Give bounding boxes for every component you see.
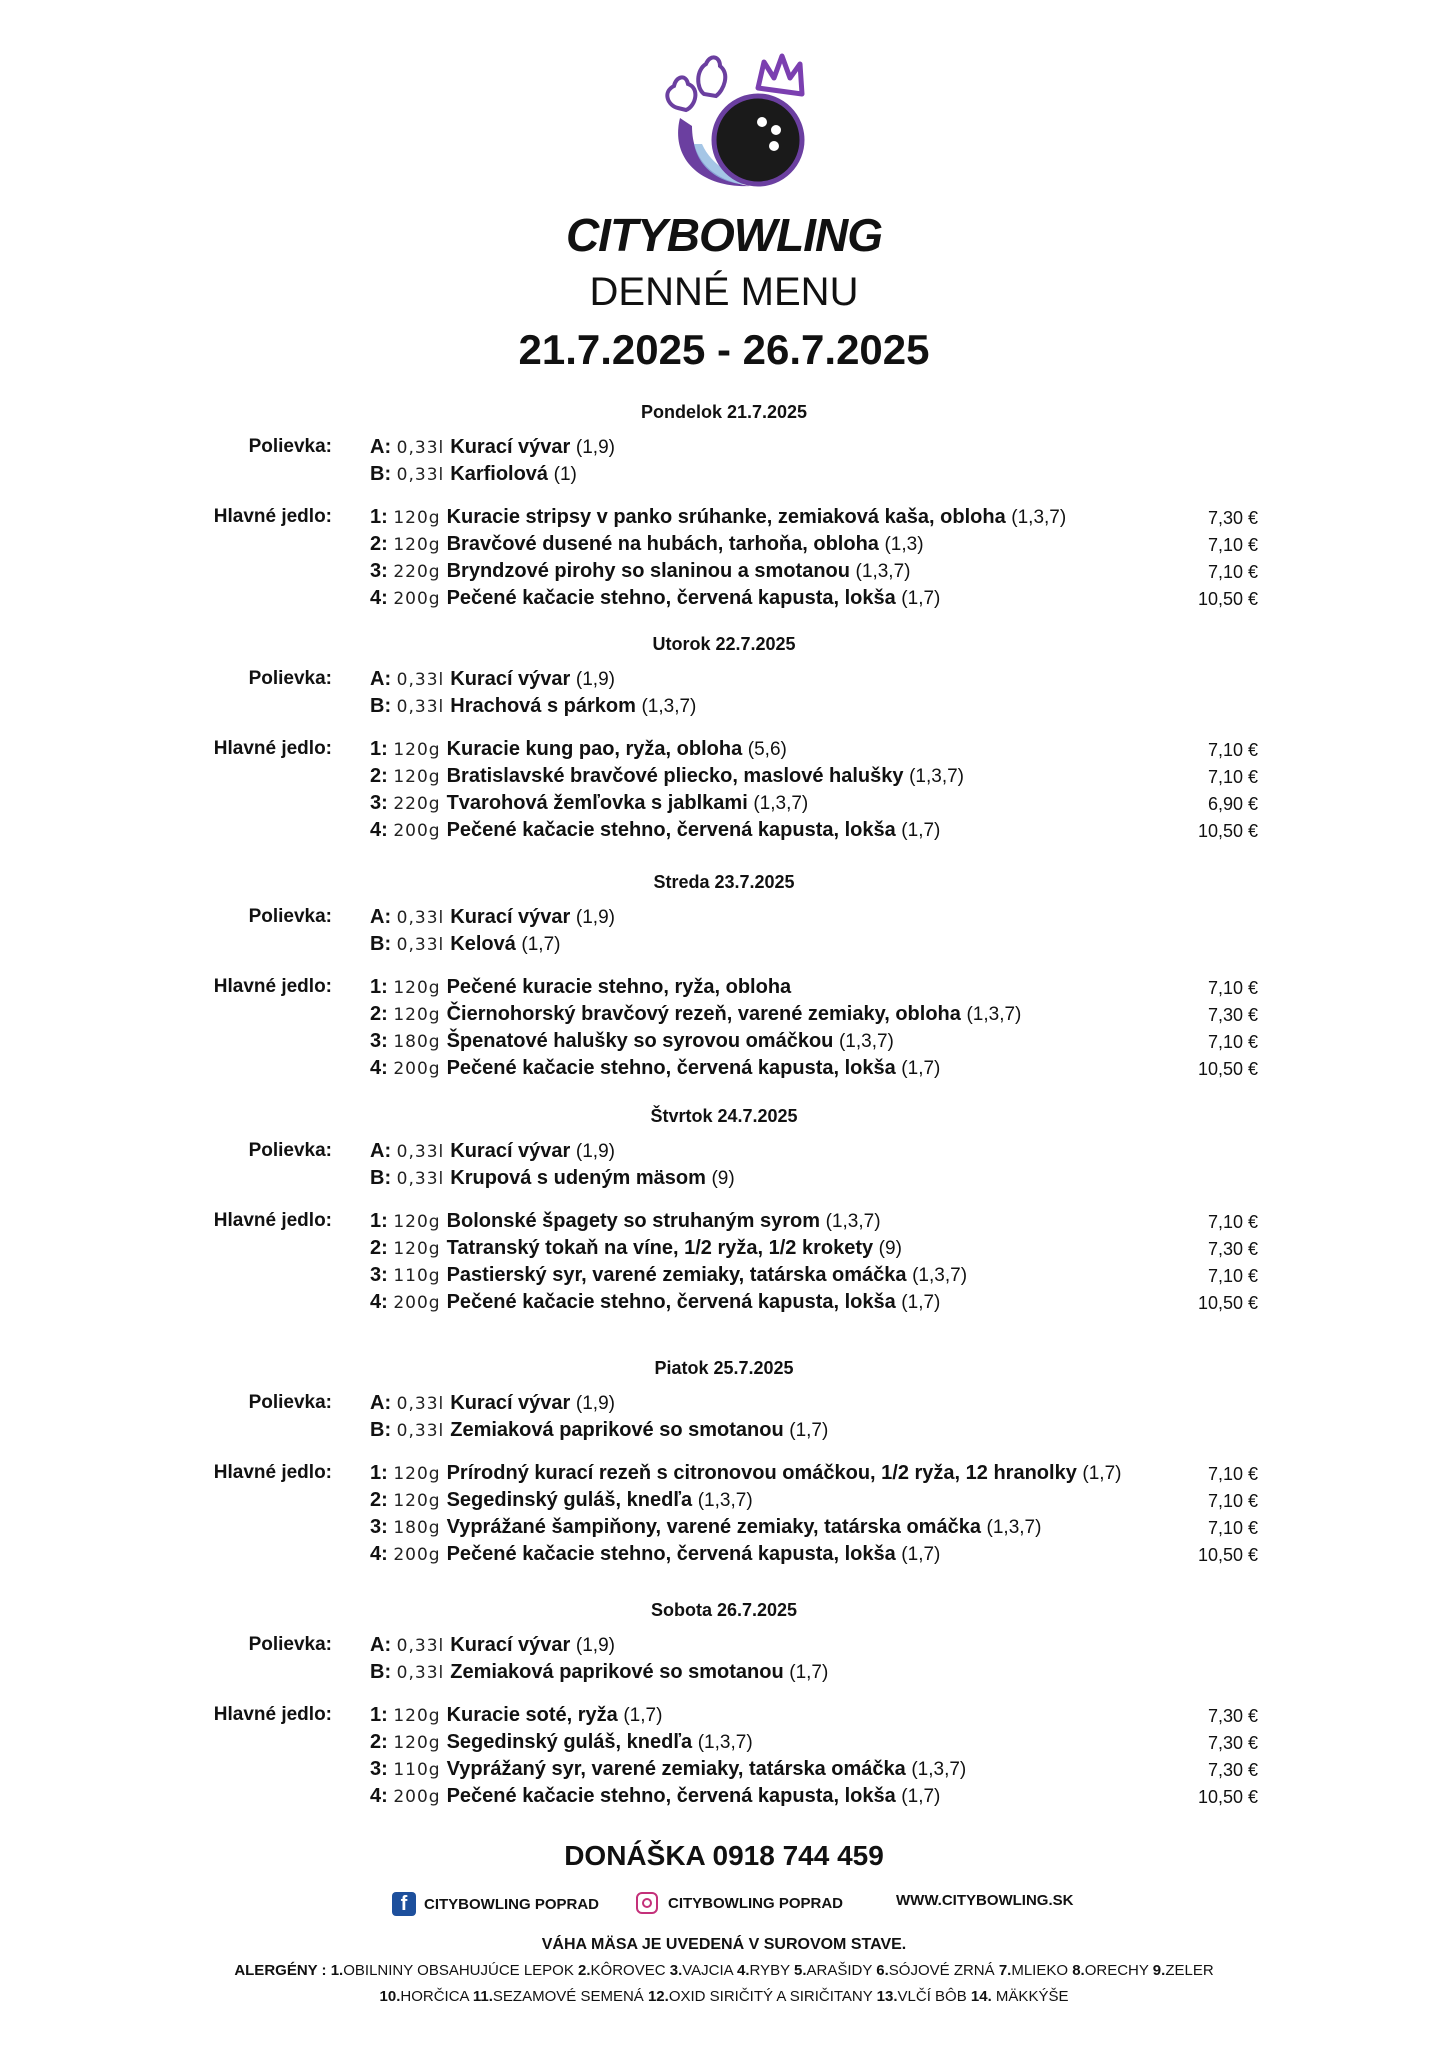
item-price: 10,50 € <box>1197 589 1258 609</box>
allergen-name: OBILNINY OBSAHUJÚCE LEPOK <box>343 1962 574 1979</box>
item-allergens: (1,7) <box>901 1292 941 1313</box>
item-code: 4: <box>370 819 394 841</box>
allergen-name: VAJCIA <box>682 1962 733 1979</box>
soup-row <box>370 1392 1270 1418</box>
soup-row <box>370 695 1270 721</box>
main-row <box>370 1030 1270 1056</box>
allergens-prefix: ALERGÉNY : <box>234 1962 327 1979</box>
item-allergens: (1,3,7) <box>825 1211 881 1232</box>
item-allergens: (1,3,7) <box>697 1490 753 1511</box>
item-quantity: 120g <box>393 1733 441 1753</box>
item-allergens: (1,3,7) <box>909 766 965 787</box>
item-quantity: 120g <box>393 535 441 555</box>
item-price: 10,50 € <box>1197 1545 1258 1565</box>
item-name: Kurací vývar <box>450 436 571 458</box>
item-quantity: 200g <box>393 1293 441 1313</box>
soup-row <box>370 463 1270 489</box>
item-code: 2: <box>370 1237 394 1259</box>
item-code: 3: <box>370 560 394 582</box>
main-label: Hlavné jedlo: <box>213 1210 332 1231</box>
item-name: Kuracie soté, ryža <box>446 1704 618 1726</box>
item-allergens: (1,3,7) <box>911 1759 967 1780</box>
main-row <box>370 560 1270 586</box>
item-quantity: 120g <box>393 508 441 528</box>
item-quantity: 0,33l <box>396 1142 445 1162</box>
item-allergens: (1,7) <box>623 1705 663 1726</box>
item-price: 7,30 € <box>1207 1239 1258 1259</box>
item-quantity: 0,33l <box>396 438 445 458</box>
allergen-name: RYBY <box>749 1962 790 1979</box>
item-code: 2: <box>370 765 394 787</box>
item-quantity: 120g <box>393 1212 441 1232</box>
item-allergens: (1,9) <box>575 669 615 690</box>
item-code: 4: <box>370 587 394 609</box>
item-code: B: <box>370 933 397 955</box>
soup-label: Polievka: <box>248 668 332 689</box>
main-row <box>370 1516 1270 1542</box>
item-name: Segedinský guláš, knedľa <box>446 1731 693 1753</box>
day-title: Pondelok 21.7.2025 <box>640 402 808 422</box>
allergen-name: OXID SIRIČITÝ A SIRIČITANY <box>668 1988 873 2005</box>
main-row <box>370 1210 1270 1236</box>
instagram-link[interactable] <box>636 1892 843 1914</box>
day-title: Sobota 26.7.2025 <box>650 1600 798 1620</box>
item-allergens: (1,9) <box>575 437 615 458</box>
weight-note: VÁHA MÄSA JE UVEDENÁ V SUROVOM STAVE. <box>541 1936 907 1953</box>
main-label: Hlavné jedlo: <box>213 1462 332 1483</box>
item-quantity: 0,33l <box>396 670 445 690</box>
item-quantity: 120g <box>393 1491 441 1511</box>
item-code: 1: <box>370 1462 394 1484</box>
item-name: Krupová s udeným mäsom <box>450 1167 706 1189</box>
item-quantity: 0,33l <box>396 1663 445 1683</box>
delivery-phone: DONÁŠKA 0918 744 459 <box>564 1840 884 1871</box>
main-row <box>370 976 1270 1002</box>
item-name: Vyprážaný syr, varené zemiaky, tatárska omáčka <box>446 1758 906 1780</box>
allergen-name: KÔROVEC <box>590 1962 666 1979</box>
main-row <box>370 1785 1270 1811</box>
item-price: 7,10 € <box>1207 1491 1258 1511</box>
allergen-name: SÓJOVÉ ZRNÁ <box>888 1962 995 1979</box>
item-name: Vyprážané šampiňony, varené zemiaky, tatárska omáčka <box>446 1516 981 1538</box>
item-price: 10,50 € <box>1197 1293 1258 1313</box>
item-quantity: 0,33l <box>396 1421 445 1441</box>
item-code: A: <box>370 906 397 928</box>
item-price: 10,50 € <box>1197 1059 1258 1079</box>
soup-row <box>370 1140 1270 1166</box>
soup-label: Polievka: <box>248 436 332 457</box>
item-allergens: (1,9) <box>575 1635 615 1656</box>
soup-label: Polievka: <box>248 1634 332 1655</box>
bowling-logo-icon <box>640 48 820 198</box>
item-name: Čiernohorský bravčový rezeň, varené zemiaky, obloha <box>446 1003 961 1025</box>
item-quantity: 200g <box>393 1787 441 1807</box>
allergen-name: MLIEKO <box>1011 1962 1069 1979</box>
item-allergens: (1,3,7) <box>753 793 809 814</box>
item-name: Hrachová s párkom <box>450 695 636 717</box>
main-row <box>370 1704 1270 1730</box>
item-code: 2: <box>370 1003 394 1025</box>
main-row <box>370 533 1270 559</box>
item-quantity: 0,33l <box>396 465 445 485</box>
item-quantity: 120g <box>393 767 441 787</box>
allergen-number: 6. <box>876 1962 889 1979</box>
main-row <box>370 1462 1270 1488</box>
item-code: 1: <box>370 1704 394 1726</box>
main-row <box>370 819 1270 845</box>
item-code: 1: <box>370 738 394 760</box>
item-code: A: <box>370 1392 397 1414</box>
item-allergens: (9) <box>878 1238 902 1259</box>
item-quantity: 0,33l <box>396 697 445 717</box>
main-row <box>370 1731 1270 1757</box>
item-name: Pečené kačacie stehno, červená kapusta, lokša <box>446 1057 896 1079</box>
facebook-link[interactable] <box>392 1892 599 1916</box>
item-name: Zemiaková paprikové so smotanou <box>450 1419 784 1441</box>
item-allergens: (1,3) <box>884 534 924 555</box>
allergen-name: ARAŠIDY <box>806 1962 873 1979</box>
item-quantity: 0,33l <box>396 1169 445 1189</box>
item-code: 4: <box>370 1291 394 1313</box>
item-name: Bolonské špagety so struhaným syrom <box>446 1210 821 1232</box>
main-label: Hlavné jedlo: <box>213 738 332 759</box>
item-code: 2: <box>370 1731 394 1753</box>
item-name: Segedinský guláš, knedľa <box>446 1489 693 1511</box>
soup-row <box>370 1167 1270 1193</box>
website-link[interactable] <box>896 1892 1073 1909</box>
facebook-label: CITYBOWLING POPRAD <box>424 1895 599 1913</box>
item-quantity: 200g <box>393 589 441 609</box>
item-allergens: (1,3,7) <box>966 1004 1022 1025</box>
main-row <box>370 1237 1270 1263</box>
allergen-name: ZELER <box>1165 1962 1214 1979</box>
item-name: Pečené kačacie stehno, červená kapusta, lokša <box>446 1785 896 1807</box>
item-price: 7,10 € <box>1207 1266 1258 1286</box>
allergen-number: 14. <box>970 1988 992 2005</box>
item-name: Tatranský tokaň na víne, 1/2 ryža, 1/2 krokety <box>446 1237 874 1259</box>
item-name: Kuracie kung pao, ryža, obloha <box>446 738 743 760</box>
item-code: 4: <box>370 1785 394 1807</box>
allergen-name: MÄKKÝŠE <box>991 1988 1069 2005</box>
soup-row <box>370 668 1270 694</box>
facebook-icon: f <box>392 1892 416 1916</box>
item-quantity: 220g <box>393 794 441 814</box>
item-name: Prírodný kurací rezeň s citronovou omáčkou, 1/2 ryža, 12 hranolky <box>446 1462 1077 1484</box>
item-allergens: (5,6) <box>747 739 787 760</box>
allergen-number: 12. <box>647 1988 669 2005</box>
item-price: 10,50 € <box>1197 821 1258 841</box>
item-price: 7,10 € <box>1207 978 1258 998</box>
instagram-icon <box>636 1892 658 1914</box>
allergen-name: SEZAMOVÉ SEMENÁ <box>492 1988 644 2005</box>
item-price: 7,10 € <box>1207 1518 1258 1538</box>
item-allergens: (1,3,7) <box>641 696 697 717</box>
main-row <box>370 792 1270 818</box>
allergen-number: 1. <box>330 1962 344 1979</box>
item-price: 7,30 € <box>1207 1706 1258 1726</box>
soup-row <box>370 1661 1270 1687</box>
day-title: Štvrtok 24.7.2025 <box>650 1106 798 1126</box>
item-quantity: 0,33l <box>396 1636 445 1656</box>
item-allergens: (9) <box>711 1168 735 1189</box>
item-code: 3: <box>370 1030 394 1052</box>
item-code: 4: <box>370 1057 394 1079</box>
soup-row <box>370 1634 1270 1660</box>
item-name: Kurací vývar <box>450 906 571 928</box>
main-row <box>370 738 1270 764</box>
item-code: A: <box>370 1634 397 1656</box>
item-allergens: (1,7) <box>901 1544 941 1565</box>
item-name: Kuracie stripsy v panko srúhanke, zemiaková kaša, obloha <box>446 506 1006 528</box>
item-quantity: 120g <box>393 1239 441 1259</box>
item-code: B: <box>370 1167 397 1189</box>
item-allergens: (1,7) <box>901 588 941 609</box>
main-row <box>370 1264 1270 1290</box>
allergen-number: 2. <box>578 1962 591 1979</box>
day-title: Utorok 22.7.2025 <box>652 634 796 654</box>
item-quantity: 200g <box>393 1059 441 1079</box>
item-quantity: 0,33l <box>396 935 445 955</box>
item-price: 6,90 € <box>1207 794 1258 814</box>
main-row <box>370 587 1270 613</box>
item-price: 7,30 € <box>1207 508 1258 528</box>
item-allergens: (1,7) <box>521 934 561 955</box>
allergen-number: 7. <box>998 1962 1012 1979</box>
allergen-name: ORECHY <box>1084 1962 1149 1979</box>
item-allergens: (1,3,7) <box>1011 507 1067 528</box>
soup-row <box>370 933 1270 959</box>
item-price: 7,10 € <box>1207 767 1258 787</box>
item-code: 4: <box>370 1543 394 1565</box>
allergen-number: 5. <box>794 1962 807 1979</box>
main-row <box>370 1291 1270 1317</box>
item-name: Kurací vývar <box>450 1634 571 1656</box>
item-code: B: <box>370 463 397 485</box>
item-quantity: 0,33l <box>396 908 445 928</box>
item-allergens: (1,7) <box>901 1786 941 1807</box>
item-quantity: 0,33l <box>396 1394 445 1414</box>
day-title: Streda 23.7.2025 <box>653 872 795 892</box>
date-range: 21.7.2025 - 26.7.2025 <box>518 326 930 373</box>
allergen-number: 8. <box>1072 1962 1085 1979</box>
item-quantity: 120g <box>393 1005 441 1025</box>
item-code: 2: <box>370 533 394 555</box>
item-name: Kurací vývar <box>450 1140 571 1162</box>
item-name: Bryndzové pirohy so slaninou a smotanou <box>446 560 850 582</box>
item-code: B: <box>370 695 397 717</box>
main-label: Hlavné jedlo: <box>213 506 332 527</box>
item-code: 1: <box>370 976 394 998</box>
item-name: Zemiaková paprikové so smotanou <box>450 1661 784 1683</box>
item-allergens: (1) <box>553 464 577 485</box>
item-price: 7,30 € <box>1207 1760 1258 1780</box>
main-row <box>370 1543 1270 1569</box>
item-code: B: <box>370 1661 397 1683</box>
item-name: Bravčové dusené na hubách, tarhoňa, obloha <box>446 533 879 555</box>
social-links <box>0 1892 1448 1922</box>
item-code: 3: <box>370 792 394 814</box>
allergen-number: 3. <box>669 1962 683 1979</box>
main-row <box>370 506 1270 532</box>
item-allergens: (1,3,7) <box>986 1517 1042 1538</box>
soup-label: Polievka: <box>248 1392 332 1413</box>
allergen-number: 4. <box>737 1962 750 1979</box>
item-quantity: 120g <box>393 1706 441 1726</box>
item-quantity: 110g <box>393 1266 441 1286</box>
item-code: A: <box>370 436 397 458</box>
item-name: Kurací vývar <box>450 1392 571 1414</box>
item-allergens: (1,9) <box>575 1393 615 1414</box>
item-quantity: 180g <box>393 1518 441 1538</box>
item-price: 7,10 € <box>1207 1464 1258 1484</box>
item-code: 2: <box>370 1489 394 1511</box>
item-code: A: <box>370 1140 397 1162</box>
item-quantity: 120g <box>393 978 441 998</box>
main-row <box>370 1057 1270 1083</box>
item-quantity: 200g <box>393 821 441 841</box>
soup-label: Polievka: <box>248 906 332 927</box>
item-quantity: 110g <box>393 1760 441 1780</box>
item-name: Kelová <box>450 933 516 955</box>
item-price: 7,10 € <box>1207 1212 1258 1232</box>
item-name: Kurací vývar <box>450 668 571 690</box>
item-quantity: 200g <box>393 1545 441 1565</box>
item-code: 1: <box>370 506 394 528</box>
allergens-line-1 <box>0 1962 1448 1979</box>
item-name: Pastierský syr, varené zemiaky, tatárska omáčka <box>446 1264 907 1286</box>
menu-subtitle: DENNÉ MENU <box>589 270 859 314</box>
item-code: 3: <box>370 1758 394 1780</box>
item-allergens: (1,7) <box>789 1420 829 1441</box>
item-allergens: (1,3,7) <box>855 561 911 582</box>
allergen-number: 11. <box>472 1988 493 2005</box>
item-allergens: (1,3,7) <box>838 1031 894 1052</box>
item-allergens: (1,7) <box>789 1662 829 1683</box>
item-name: Pečené kačacie stehno, červená kapusta, lokša <box>446 587 896 609</box>
item-code: B: <box>370 1419 397 1441</box>
day-title: Piatok 25.7.2025 <box>654 1358 794 1378</box>
item-quantity: 120g <box>393 740 441 760</box>
soup-row <box>370 1419 1270 1445</box>
allergens-line-2 <box>0 1988 1448 2005</box>
item-price: 7,30 € <box>1207 1005 1258 1025</box>
item-name: Špenatové halušky so syrovou omáčkou <box>446 1030 834 1052</box>
soup-row <box>370 906 1270 932</box>
item-name: Pečené kuracie stehno, ryža, obloha <box>446 976 792 998</box>
soup-row <box>370 436 1270 462</box>
item-name: Bratislavské bravčové pliecko, maslové halušky <box>446 765 904 787</box>
item-price: 7,10 € <box>1207 535 1258 555</box>
item-code: 3: <box>370 1264 394 1286</box>
item-quantity: 220g <box>393 562 441 582</box>
item-quantity: 180g <box>393 1032 441 1052</box>
main-row <box>370 1758 1270 1784</box>
soup-label: Polievka: <box>248 1140 332 1161</box>
instagram-label: CITYBOWLING POPRAD <box>668 1894 843 1912</box>
brand-name: CITYBOWLING <box>565 209 883 261</box>
item-name: Pečené kačacie stehno, červená kapusta, lokša <box>446 1543 896 1565</box>
item-code: A: <box>370 668 397 690</box>
website-label: WWW.CITYBOWLING.SK <box>896 1892 1074 1909</box>
main-label: Hlavné jedlo: <box>213 1704 332 1725</box>
item-allergens: (1,3,7) <box>697 1732 753 1753</box>
main-label: Hlavné jedlo: <box>213 976 332 997</box>
item-name: Pečené kačacie stehno, červená kapusta, lokša <box>446 1291 896 1313</box>
item-allergens: (1,7) <box>901 1058 941 1079</box>
item-code: 3: <box>370 1516 394 1538</box>
allergen-name: VLČÍ BÔB <box>897 1988 967 2005</box>
item-allergens: (1,7) <box>901 820 941 841</box>
item-price: 7,10 € <box>1207 1032 1258 1052</box>
allergen-number: 13. <box>876 1988 898 2005</box>
item-price: 7,10 € <box>1207 740 1258 760</box>
main-row <box>370 1489 1270 1515</box>
item-quantity: 120g <box>393 1464 441 1484</box>
allergen-name: HORČICA <box>400 1988 469 2005</box>
item-allergens: (1,7) <box>1082 1463 1122 1484</box>
item-price: 7,10 € <box>1207 562 1258 582</box>
main-row <box>370 1003 1270 1029</box>
allergen-number: 10. <box>379 1988 401 2005</box>
item-allergens: (1,3,7) <box>912 1265 968 1286</box>
item-allergens: (1,9) <box>575 1141 615 1162</box>
allergen-number: 9. <box>1152 1962 1166 1979</box>
item-name: Tvarohová žemľovka s jablkami <box>446 792 748 814</box>
main-row <box>370 765 1270 791</box>
item-price: 7,30 € <box>1207 1733 1258 1753</box>
item-price: 10,50 € <box>1197 1787 1258 1807</box>
item-code: 1: <box>370 1210 394 1232</box>
item-name: Karfiolová <box>450 463 549 485</box>
item-name: Pečené kačacie stehno, červená kapusta, lokša <box>446 819 896 841</box>
item-allergens: (1,9) <box>575 907 615 928</box>
